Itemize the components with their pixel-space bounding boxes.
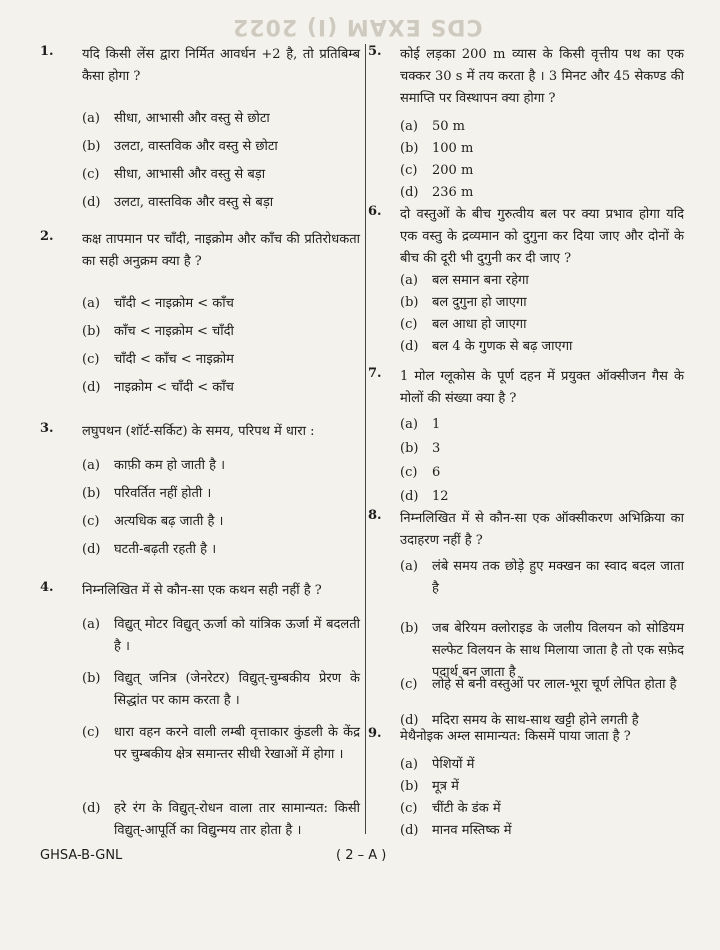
option-label: (a) — [82, 458, 100, 473]
option-label: (a) — [400, 559, 418, 574]
option-label: (c) — [400, 465, 418, 480]
question-text: निम्नलिखित में से कौन-सा एक ऑक्सीकरण अभिक्रिया का उदाहरण नहीं है ? — [400, 511, 684, 548]
option-label: (b) — [400, 295, 419, 310]
option-b — [400, 138, 684, 160]
question-text: कक्ष तापमान पर चाँदी, नाइक्रोम और काँच की प्रतिरोधकता का सही अनुक्रम क्या है ? — [82, 232, 360, 269]
option-d — [400, 336, 684, 358]
option-text: सीधा, आभासी और वस्तु से छोटा — [114, 111, 270, 126]
option-text: उलटा, वास्तविक और वस्तु से बड़ा — [114, 195, 274, 210]
option-a — [400, 414, 684, 436]
question-2 — [40, 229, 360, 395]
question-1 — [40, 44, 360, 210]
option-text: धारा वहन करने वाली लम्बी वृत्ताकार कुंडली के केंद्र पर चुम्बकीय क्षेत्र समान्तर सीधी रेखाओं में होगा । — [114, 725, 360, 762]
option-d — [82, 539, 360, 561]
option-a — [400, 754, 684, 776]
option-label: (d) — [82, 380, 101, 395]
option-label: (a) — [400, 417, 418, 432]
paper-code: GHSA-B-GNL — [40, 848, 123, 863]
option-label: (b) — [82, 324, 101, 339]
question-3 — [40, 421, 360, 557]
question-9 — [368, 726, 684, 838]
question-number: 1. — [40, 44, 54, 59]
option-label: (d) — [82, 801, 101, 816]
option-c — [82, 349, 360, 371]
option-b — [82, 136, 360, 158]
option-text: 200 m — [432, 163, 474, 178]
option-c — [82, 164, 360, 186]
option-label: (b) — [400, 141, 419, 156]
question-number: 5. — [368, 44, 382, 59]
option-label: (b) — [400, 779, 419, 794]
option-label: (d) — [400, 185, 419, 200]
option-label: (a) — [400, 273, 418, 288]
option-text: पेशियों में — [432, 757, 475, 772]
option-a — [400, 116, 684, 138]
question-number: 2. — [40, 229, 54, 244]
option-text: 3 — [432, 441, 441, 456]
option-d — [82, 798, 360, 842]
question-text: दो वस्तुओं के बीच गुरुत्वीय बल पर क्या प्रभाव होगा यदि एक वस्तु के द्रव्यमान को दुगुना कर दिया जाए और दोनों के बीच की दूरी भी दुगुनी कर दी जाए ? — [400, 207, 684, 266]
option-label: (a) — [400, 119, 418, 134]
option-label: (b) — [400, 621, 419, 636]
option-d — [82, 192, 360, 214]
option-label: (d) — [82, 542, 101, 557]
option-label: (c) — [82, 167, 100, 182]
option-label: (a) — [400, 757, 418, 772]
option-b — [82, 483, 360, 505]
option-text: लंबे समय तक छोड़े हुए मक्खन का स्वाद बदल जाता है — [432, 559, 684, 596]
option-text: नाइक्रोम < चाँदी < काँच — [114, 380, 234, 395]
option-label: (c) — [400, 801, 418, 816]
option-text: 12 — [432, 489, 449, 504]
option-text: अत्यधिक बढ़ जाती है । — [114, 514, 224, 529]
option-label: (a) — [82, 617, 100, 632]
option-text: उलटा, वास्तविक और वस्तु से छोटा — [114, 139, 278, 154]
option-text: बल दुगुना हो जाएगा — [432, 295, 527, 310]
option-text: काँच < नाइक्रोम < चाँदी — [114, 324, 234, 339]
option-text: चाँदी < काँच < नाइक्रोम — [114, 352, 234, 367]
option-c — [82, 511, 360, 533]
option-text: बल आधा हो जाएगा — [432, 317, 527, 332]
option-a — [82, 108, 360, 130]
option-text: बल समान बना रहेगा — [432, 273, 529, 288]
option-b — [82, 321, 360, 343]
option-label: (a) — [82, 111, 100, 126]
question-7 — [368, 366, 684, 504]
question-text: मेथैनोइक अम्ल सामान्यत: किसमें पाया जाता है ? — [400, 729, 631, 744]
option-label: (d) — [400, 339, 419, 354]
option-text: लोहे से बनी वस्तुओं पर लाल-भूरा चूर्ण लेपित होता है — [432, 677, 677, 692]
option-text: सीधा, आभासी और वस्तु से बड़ा — [114, 167, 266, 182]
option-label: (b) — [82, 671, 101, 686]
option-text: 1 — [432, 417, 441, 432]
question-text: 1 मोल ग्लूकोस के पूर्ण दहन में प्रयुक्त ऑक्सीजन गैस के मोलों की संख्या क्या है ? — [400, 369, 684, 406]
option-label: (d) — [400, 489, 419, 504]
question-text: निम्नलिखित में से कौन-सा एक कथन सही नहीं है ? — [82, 583, 322, 598]
option-text: हरे रंग के विद्युत्-रोधन वाला तार सामान्यत: किसी विद्युत्-आपूर्ति का विद्युन्मय तार होता है । — [114, 801, 360, 838]
page-number: ( 2 – A ) — [336, 848, 387, 863]
option-a — [82, 614, 360, 658]
option-label: (c) — [82, 725, 100, 740]
option-label: (c) — [82, 514, 100, 529]
question-text: कोई लड़का 200 m व्यास के किसी वृत्तीय पथ का एक चक्कर 30 s में तय करता है । 3 मिनट और 45 सेकण्ड की समाप्ति पर विस्थापन क्या होगा ? — [400, 47, 684, 106]
watermark-stamp: CDS EXAM (I) 2022 — [232, 14, 483, 39]
option-a — [400, 556, 684, 600]
option-c — [400, 798, 684, 820]
question-number: 8. — [368, 508, 382, 523]
option-text: 236 m — [432, 185, 474, 200]
option-text: विद्युत् मोटर विद्युत् ऊर्जा को यांत्रिक ऊर्जा में बदलती है । — [114, 617, 360, 654]
option-text: चींटी के डंक में — [432, 801, 501, 816]
option-text: परिवर्तित नहीं होती । — [114, 486, 212, 501]
option-text: मदिरा समय के साथ-साथ खट्टी होने लगती है — [432, 713, 639, 728]
question-6 — [368, 204, 684, 354]
question-text: यदि किसी लेंस द्वारा निर्मित आवर्धन +2 है, तो प्रतिबिम्ब कैसा होगा ? — [82, 47, 360, 84]
option-a — [82, 455, 360, 477]
option-text: जब बेरियम क्लोराइड के जलीय विलयन को सोडियम सल्फेट विलयन के साथ मिलाया जाता है तो एक सफ़ेद पदार्थ बन जाता है — [432, 621, 684, 680]
option-label: (b) — [400, 441, 419, 456]
option-c — [400, 462, 684, 484]
option-text: घटती-बढ़ती रहती है । — [114, 542, 217, 557]
option-d — [400, 486, 684, 508]
option-label: (c) — [400, 677, 418, 692]
option-d — [82, 377, 360, 399]
option-label: (b) — [82, 486, 101, 501]
option-c — [82, 722, 360, 766]
option-text: मूत्र में — [432, 779, 459, 794]
option-b — [400, 438, 684, 460]
option-d — [400, 182, 684, 204]
option-c — [400, 314, 684, 336]
question-4 — [40, 580, 360, 838]
option-b — [400, 292, 684, 314]
question-number: 7. — [368, 366, 382, 381]
option-text: बल 4 के गुणक से बढ़ जाएगा — [432, 339, 573, 354]
option-a — [82, 293, 360, 315]
option-text: विद्युत् जनित्र (जेनरेटर) विद्युत्-चुम्बकीय प्रेरण के सिद्धांत पर काम करता है । — [114, 671, 360, 708]
option-label: (c) — [82, 352, 100, 367]
option-text: चाँदी < नाइक्रोम < काँच — [114, 296, 234, 311]
option-label: (a) — [82, 296, 100, 311]
question-number: 3. — [40, 421, 54, 436]
question-number: 9. — [368, 726, 382, 741]
option-label: (c) — [400, 163, 418, 178]
option-b — [82, 668, 360, 712]
column-divider — [365, 44, 366, 834]
option-a — [400, 270, 684, 292]
question-number: 4. — [40, 580, 54, 595]
question-number: 6. — [368, 204, 382, 219]
option-text: 50 m — [432, 119, 466, 134]
question-text: लघुपथन (शॉर्ट-सर्किट) के समय, परिपथ में धारा : — [82, 424, 315, 439]
option-label: (d) — [400, 823, 419, 838]
option-c — [400, 160, 684, 182]
option-text: 6 — [432, 465, 441, 480]
option-text: मानव मस्तिष्क में — [432, 823, 512, 838]
option-label: (c) — [400, 317, 418, 332]
option-label: (d) — [400, 713, 419, 728]
option-label: (b) — [82, 139, 101, 154]
option-text: काफ़ी कम हो जाती है । — [114, 458, 226, 473]
option-d — [400, 820, 684, 842]
option-c — [400, 674, 684, 696]
question-5 — [368, 44, 684, 200]
option-label: (d) — [82, 195, 101, 210]
option-b — [400, 776, 684, 798]
question-8 — [368, 508, 684, 728]
option-text: 100 m — [432, 141, 474, 156]
